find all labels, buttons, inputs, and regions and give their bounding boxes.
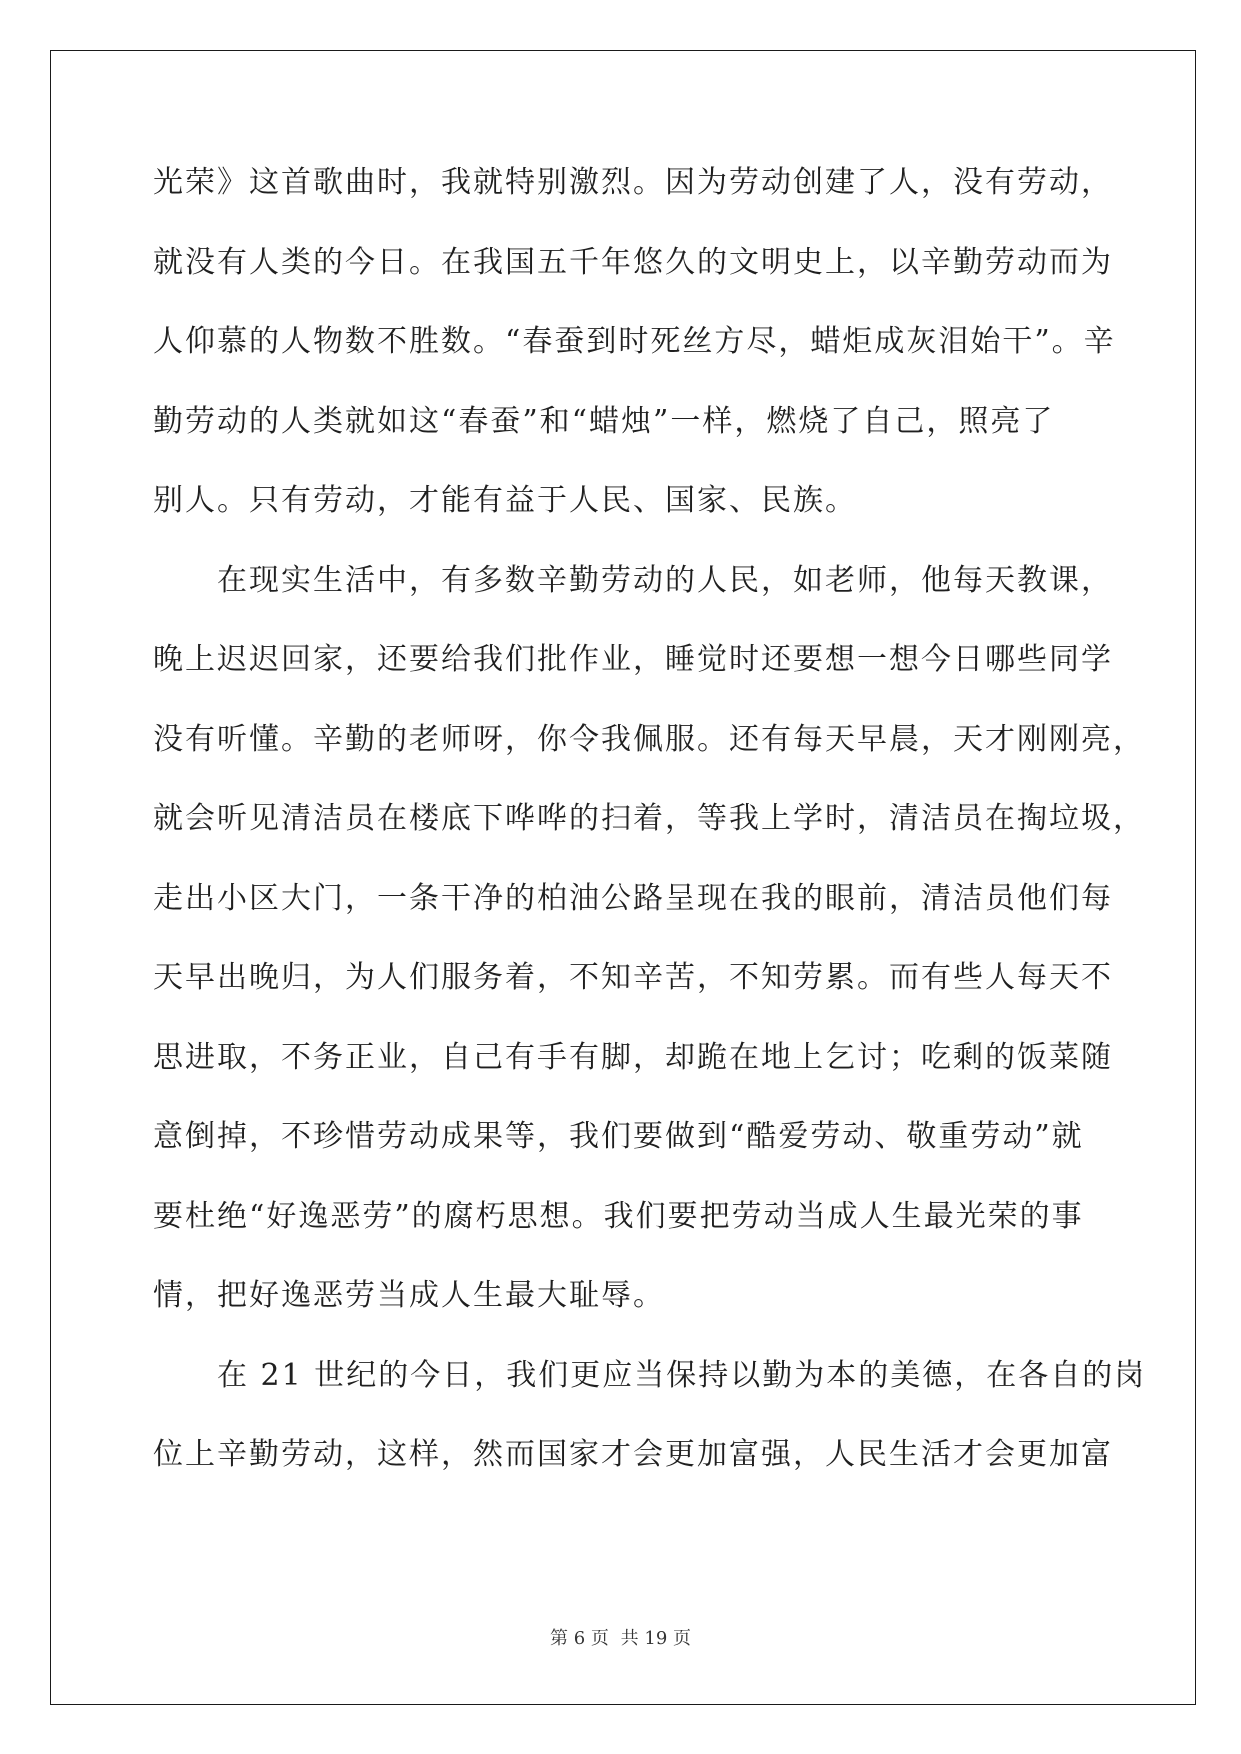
text-line: 人仰慕的人物数不胜数。“春蚕到时死丝方尽，蜡炬成灰泪始干”。辛 [153,324,1116,359]
text-line: 勤劳动的人类就如这“春蚕”和“蜡烛”一样，燃烧了自己，照亮了 [153,403,1055,439]
text-line: 光荣》这首歌曲时，我就特别激烈。因为劳动创建了人，没有劳动， [153,165,1113,200]
body-text [153,163,1147,1515]
page-footer [0,1624,1241,1650]
text-line: 意倒掉，不珍惜劳动成果等，我们要做到“酷爱劳动、敬重劳动”就 [153,1119,1084,1154]
text-line: 就没有人类的今日。在我国五千年悠久的文明史上，以辛勤劳动而为 [153,244,1113,280]
page-number: 第 6 页 [550,1628,609,1649]
text-line: 走出小区大门，一条干净的柏油公路呈现在我的眼前，清洁员他们每 [153,880,1113,916]
text-line: 别人。只有劳动，才能有益于人民、国家、民族。 [153,483,857,518]
text-line: 没有听懂。辛勤的老师呀，你令我佩服。还有每天早晨，天才刚刚亮， [153,721,1145,757]
text-line: 在现实生活中，有多数辛勤劳动的人民，如老师，他每天教课， [153,562,1113,598]
text-line: 就会听见清洁员在楼底下哗哗的扫着，等我上学时，清洁员在掏垃圾， [153,801,1145,836]
text-line: 天早出晚归，为人们服务着，不知辛苦，不知劳累。而有些人每天不 [153,960,1113,995]
text-line: 思进取，不务正业，自己有手有脚，却跪在地上乞讨；吃剩的饭菜随 [153,1039,1113,1075]
text-line: 位上辛勤劳动，这样，然而国家才会更加富强，人民生活才会更加富 [153,1437,1113,1472]
text-line: 要杜绝“好逸恶劳”的腐朽思想。我们要把劳动当成人生最光荣的事 [153,1198,1084,1234]
text-line: 晚上迟迟回家，还要给我们批作业，睡觉时还要想一想今日哪些同学 [153,642,1113,677]
text-line: 情，把好逸恶劳当成人生最大耻辱。 [153,1278,665,1313]
text-line: 在 21 世纪的今日，我们更应当保持以勤为本的美德，在各自的岗 [153,1357,1147,1393]
page-total: 共 19 页 [620,1628,691,1649]
